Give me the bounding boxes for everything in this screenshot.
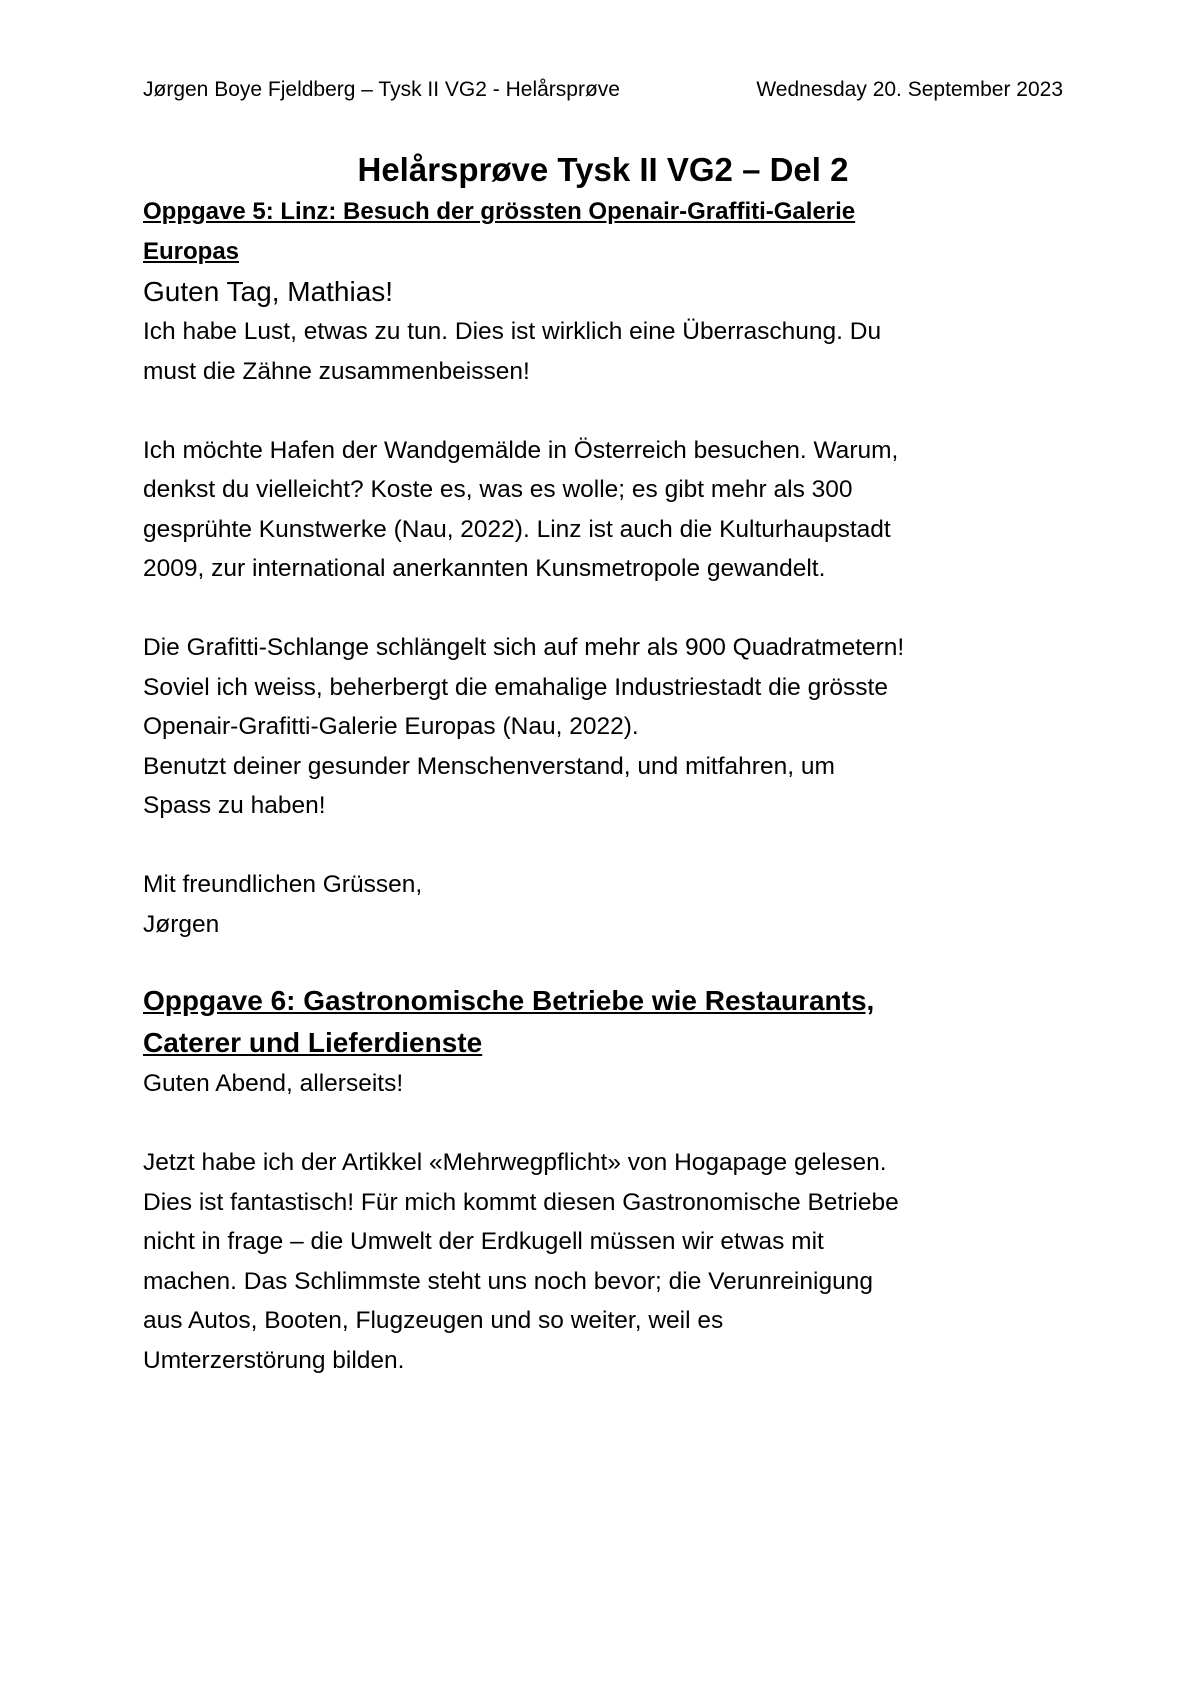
task5-greeting: Guten Tag, Mathias! (143, 276, 394, 307)
task6-greeting: Guten Abend, allerseits! (143, 1070, 404, 1097)
paragraph-gap (143, 589, 1083, 629)
task5-title (143, 192, 1083, 272)
header-date: Wednesday 20. September 2023 (756, 78, 1063, 101)
text-line: machen. Das Schlimmste steht uns noch bevor; die Verunreinigung (143, 1267, 873, 1295)
text-line: 2009, zur international anerkannten Kunsmetropole gewandelt. (143, 555, 826, 582)
paragraph-gap (143, 826, 1083, 866)
text-line: denkst du vielleicht? Koste es, was es wolle; es gibt mehr als 300 (143, 476, 853, 503)
document-title: Helårsprøve Tysk II VG2 – Del 2 (357, 151, 849, 188)
task5-title-line: Oppgave 5: Linz: Besuch der grössten Openair-Graffiti-Galerie (143, 198, 856, 225)
text-line: aus Autos, Booten, Flugzeugen und so weiter, weil es (143, 1307, 724, 1334)
task5-closing: Mit freundlichen Grüssen, (143, 871, 423, 898)
text-line: Ich habe Lust, etwas zu tun. Dies ist wirklich eine Überraschung. Du (143, 318, 882, 345)
header-author-course: Jørgen Boye Fjeldberg – Tysk II VG2 - Helårsprøve (143, 78, 620, 101)
text-line: Ich möchte Hafen der Wandgemälde in Österreich besuchen. Warum, (143, 436, 899, 464)
text-line: must die Zähne zusammenbeissen! (143, 357, 530, 385)
task6-section (143, 980, 1083, 1380)
text-line: Die Grafitti-Schlange schlängelt sich auf mehr als 900 Quadratmetern! (143, 634, 905, 661)
task5-title-line: Europas (143, 238, 240, 265)
text-line: Spass zu haben! (143, 792, 326, 819)
task6-title-line: Oppgave 6: Gastronomische Betriebe wie Restaurants, (143, 985, 875, 1016)
text-line: Benutzt deiner gesunder Menschenverstand, und mitfahren, um (143, 752, 835, 780)
text-line: Umterzerstörung bilden. (143, 1346, 405, 1374)
text-line: Dies ist fantastisch! Für mich kommt diesen Gastronomische Betriebe (143, 1188, 899, 1216)
paragraph-gap (143, 1104, 1083, 1144)
task5-section (143, 192, 1083, 944)
text-line: gesprühte Kunstwerke (Nau, 2022). Linz ist auch die Kulturhaupstadt (143, 515, 891, 543)
page-header (143, 74, 1063, 106)
task5-signature: Jørgen (143, 910, 220, 938)
task5-paragraph-1 (143, 312, 1083, 391)
text-line: Jetzt habe ich der Artikkel «Mehrwegpflicht» von Hogapage gelesen. (143, 1149, 887, 1176)
text-line: nicht in frage – die Umwelt der Erdkugell müssen wir etwas mit (143, 1228, 824, 1255)
paragraph-gap (143, 391, 1083, 431)
document-body (143, 148, 1083, 1380)
task6-paragraph-1 (143, 1143, 1083, 1380)
task6-title (143, 980, 1083, 1064)
task5-paragraph-2 (143, 431, 1083, 589)
text-line: Openair-Grafitti-Galerie Europas (Nau, 2022). (143, 713, 639, 740)
task6-title-line: Caterer und Lieferdienste (143, 1027, 483, 1058)
task5-paragraph-3 (143, 628, 1083, 826)
text-line: Soviel ich weiss, beherbergt die emahalige Industriestadt die grösste (143, 673, 888, 701)
